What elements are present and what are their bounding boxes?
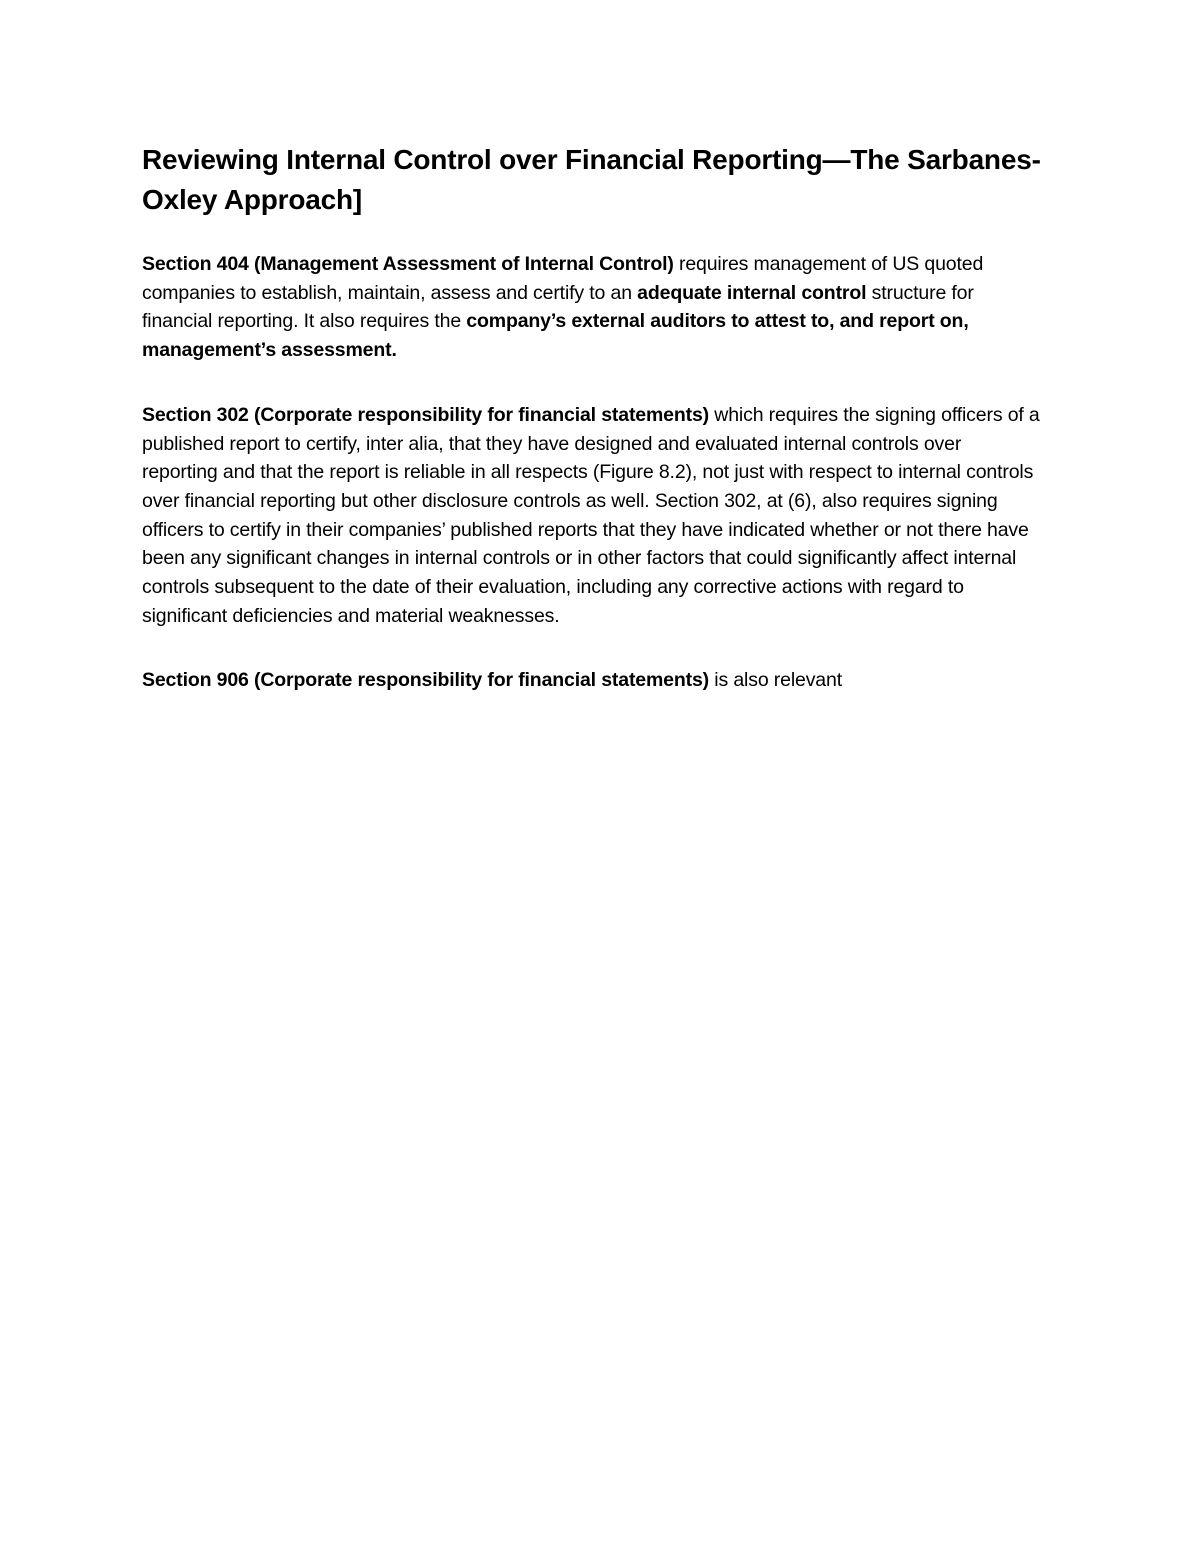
section-906-text: is also relevant xyxy=(709,669,842,692)
section-404-label: Section 404 (Management Assessment of Internal Control) xyxy=(142,253,674,275)
section-404-text-part-1: requires management of US quoted companies to establish, maintain, assess and certify to an xyxy=(142,253,984,304)
section-302-label: Section 302 (Corporate responsibility for financial statements) xyxy=(142,403,710,426)
section-404-text-part-2: structure for financial reporting. It also requires the xyxy=(142,281,974,333)
section-404-paragraph xyxy=(142,250,1042,365)
section-404-emphasis-control: adequate internal control xyxy=(637,281,867,304)
section-404-emphasis-auditors: company’s external auditors to attest to, and report on, management’s assessment. xyxy=(142,310,969,362)
section-302-paragraph xyxy=(142,401,1042,631)
section-906-paragraph xyxy=(142,666,1042,695)
section-302-text: which requires the signing officers of a published report to certify, inter alia, that they have designed and evaluated internal controls over reporting and that the report is reliable in all respects (Figure 8.2), not just with respect to internal controls over financial reporting but other disclosure controls as well. Section 302, at (6), also requires signing officers to certify in their companies’ published reports that they have indicated whether or not there have been any significant changes in internal controls or in other factors that could significantly affect internal controls subsequent to the date of their evaluation, including any corrective actions with regard to significant deficiencies and material weaknesses. xyxy=(142,403,1040,627)
document-title: Reviewing Internal Control over Financial Reporting—The Sarbanes-Oxley Approach] xyxy=(142,144,1041,215)
document-body xyxy=(142,140,1042,695)
section-906-label: Section 906 (Corporate responsibility for financial statements) xyxy=(142,669,710,692)
